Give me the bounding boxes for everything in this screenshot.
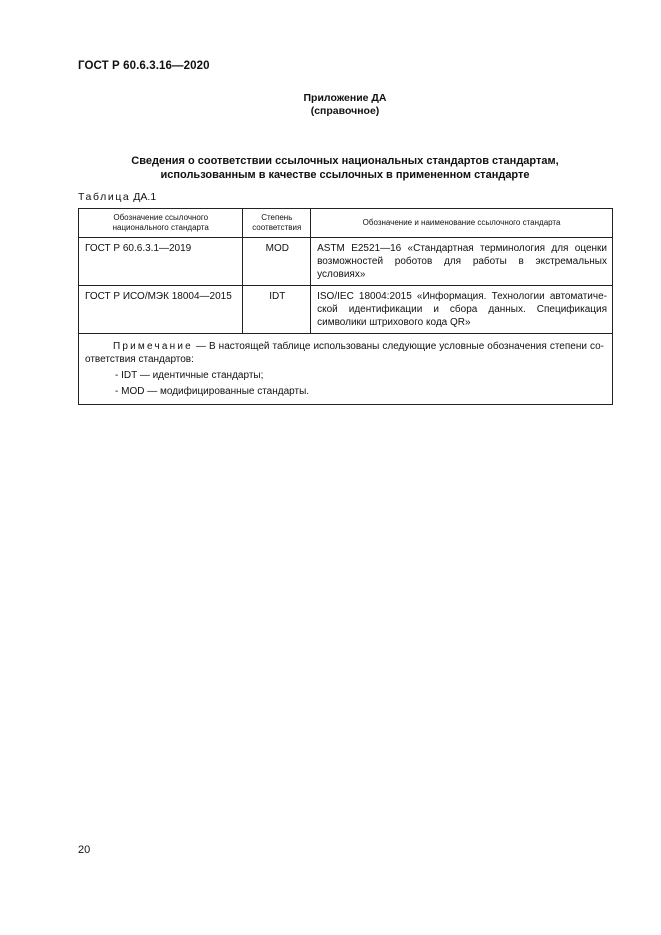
header-national-standard bbox=[79, 209, 243, 238]
header-text: национального стандарта bbox=[112, 223, 209, 232]
header-reference-standard: Обозначение и наименование ссылочного стандарта bbox=[311, 209, 613, 238]
table-caption bbox=[78, 191, 156, 203]
cell-degree: IDT bbox=[243, 286, 311, 334]
table-note-row bbox=[79, 334, 613, 405]
header-text: Степень bbox=[261, 213, 293, 222]
table-caption-lead: Таблица bbox=[78, 191, 131, 203]
document-code: ГОСТ Р 60.6.3.16—2020 bbox=[78, 60, 210, 72]
page-number: 20 bbox=[78, 844, 91, 856]
table-note bbox=[79, 334, 613, 405]
table-caption-id: ДА.1 bbox=[133, 191, 157, 203]
header-degree bbox=[243, 209, 311, 238]
note-lead: Примечание bbox=[113, 341, 193, 352]
note-text: — В настоящей таблице использованы следующие условные обозначения степени соответствия стандартов: bbox=[85, 341, 604, 365]
correspondence-table bbox=[78, 208, 613, 405]
appendix-subtitle: (справочное) bbox=[310, 105, 380, 117]
cell-reference-standard: ISO/IEC 18004:2015 «Информация. Технологии автоматической идентификации и сбора данных. Спецификация символики штрихового кода QR» bbox=[311, 286, 613, 334]
appendix-heading bbox=[0, 92, 661, 118]
section-title-line: Сведения о соответствии ссылочных национальных стандартов стандартам, bbox=[131, 155, 559, 167]
section-title-line: использованным в качестве ссылочных в примененном стандарте bbox=[160, 169, 530, 181]
note-item-idt: - IDT — идентичные стандарты; bbox=[115, 370, 264, 381]
appendix-title: Приложение ДА bbox=[303, 92, 387, 104]
header-text: Обозначение ссылочного bbox=[113, 213, 209, 222]
note-item-mod: - MOD — модифицированные стандарты. bbox=[115, 386, 310, 397]
cell-national-standard: ГОСТ Р 60.6.3.1—2019 bbox=[79, 238, 243, 286]
cell-degree: MOD bbox=[243, 238, 311, 286]
table-header-row bbox=[79, 209, 613, 238]
table-row bbox=[79, 286, 613, 334]
note-paragraph bbox=[85, 340, 604, 366]
header-text: соответствия bbox=[252, 223, 302, 232]
table-row bbox=[79, 238, 613, 286]
cell-national-standard: ГОСТ Р ИСО/МЭК 18004—2015 bbox=[79, 286, 243, 334]
cell-reference-standard: ASTM E2521—16 «Стандартная терминология для оценки возможностей роботов для работы в экстремальных условиях» bbox=[311, 238, 613, 286]
section-title bbox=[78, 154, 612, 182]
